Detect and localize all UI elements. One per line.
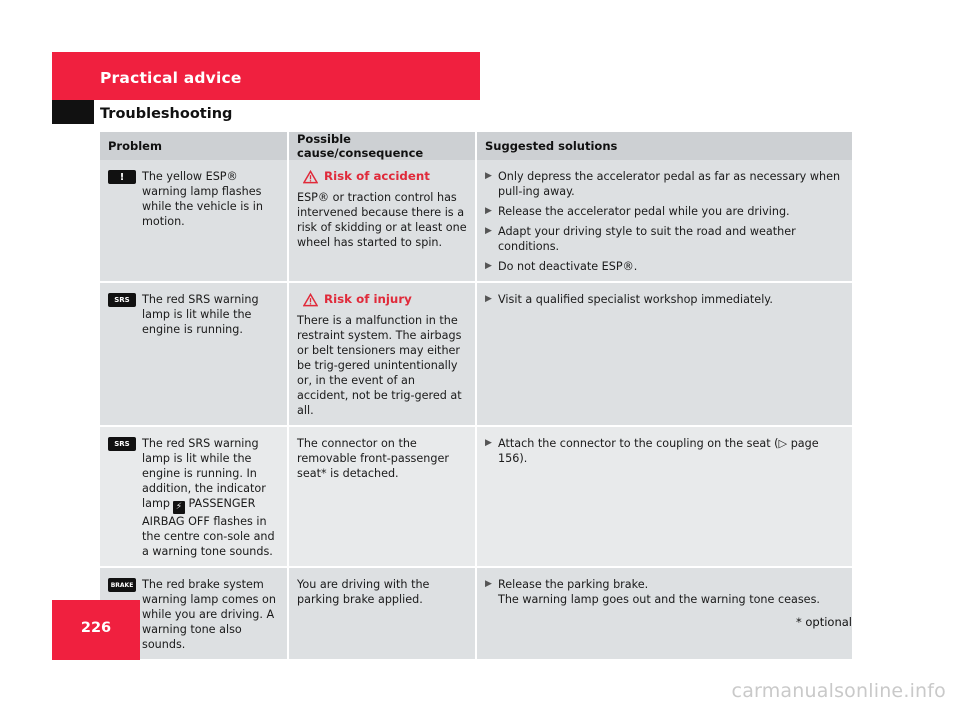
solution-text: Only depress the accelerator pedal as far as necessary when pull-ing away.: [498, 170, 841, 198]
solution-text: [498, 577, 845, 607]
warning-title: Risk of accident: [324, 169, 430, 183]
table-header-row: [100, 132, 852, 160]
column-header-problem: Problem: [100, 132, 288, 160]
table-row: [100, 160, 852, 282]
arrow-right-icon: ▶: [485, 226, 492, 236]
problem-text: The red brake system warning lamp comes on while you are driving. A warning tone also sounds.: [142, 578, 276, 651]
footnote: * optional: [795, 615, 852, 629]
arrow-right-icon: ▶: [485, 294, 492, 304]
problem-cell: [100, 282, 288, 426]
section-marker: [52, 100, 94, 124]
srs-warning-lamp-icon: SRS: [108, 293, 136, 307]
solution-text: Adapt your driving style to suit the road and weather conditions.: [498, 225, 796, 253]
warning-triangle-icon: [303, 170, 318, 184]
warning-heading: [303, 292, 468, 307]
column-header-cause: Possible cause/consequence: [288, 132, 476, 160]
arrow-right-icon: ▶: [485, 261, 492, 271]
problem-cell: [100, 426, 288, 567]
cause-cell: [288, 282, 476, 426]
srs-warning-lamp-icon: SRS: [108, 437, 136, 451]
cause-cell: [288, 567, 476, 660]
brake-warning-lamp-icon: BRAKE: [108, 578, 136, 592]
cause-text: There is a malfunction in the restraint system. The airbags or belt tensioners may either be trig-gered unintentionally or, in the event of an accident, not be trig-gered at all.: [297, 314, 462, 417]
solution-item: [485, 436, 845, 466]
solutions-cell: [476, 567, 852, 660]
problem-text: The yellow ESP® warning lamp flashes while the vehicle is in motion.: [142, 170, 263, 228]
solution-note: The warning lamp goes out and the warning tone ceases.: [498, 593, 820, 606]
problem-text: The red SRS warning lamp is lit while the engine is running.: [142, 293, 259, 336]
solution-item: [485, 259, 845, 274]
solutions-cell: [476, 282, 852, 426]
solutions-cell: [476, 160, 852, 282]
arrow-right-icon: ▶: [485, 579, 492, 589]
arrow-right-icon: ▶: [485, 171, 492, 181]
cause-text: The connector on the removable front-passenger seat* is detached.: [297, 437, 449, 480]
solution-item: [485, 577, 845, 607]
solution-text: Release the accelerator pedal while you are driving.: [498, 205, 790, 218]
table-row: [100, 282, 852, 426]
column-header-solutions: Suggested solutions: [476, 132, 852, 160]
warning-heading: [303, 169, 468, 184]
page-title: Troubleshooting: [100, 106, 233, 122]
page-number: 226: [80, 620, 112, 636]
cause-cell: [288, 160, 476, 282]
table-row: [100, 426, 852, 567]
table-row: [100, 567, 852, 660]
warning-title: Risk of injury: [324, 292, 412, 306]
solution-main-text: Release the parking brake.: [498, 578, 649, 591]
solution-text: Visit a qualified specialist workshop immediately.: [498, 293, 773, 306]
arrow-right-icon: ▶: [485, 206, 492, 216]
problem-text-part: The red SRS warning lamp is lit while the engine is running. In addition, the indicator lamp: [142, 437, 266, 510]
arrow-right-icon: ▶: [485, 438, 492, 448]
solution-item: [485, 292, 845, 307]
solution-item: [485, 204, 845, 219]
cause-text: You are driving with the parking brake applied.: [297, 578, 430, 606]
warning-triangle-icon: [303, 293, 318, 307]
solution-text: Attach the connector to the coupling on the seat (▷ page 156).: [498, 437, 819, 465]
problem-text-part: PASSENGER AIRBAG OFF flashes in the centre con-sole and a warning tone sounds.: [142, 497, 275, 558]
solution-text: Do not deactivate ESP®.: [498, 260, 638, 273]
solutions-cell: [476, 426, 852, 567]
troubleshooting-table: [100, 132, 852, 661]
problem-cell: [100, 160, 288, 282]
passenger-airbag-off-lamp-icon: ⚡: [173, 501, 185, 514]
watermark: carmanualsonline.info: [731, 680, 946, 702]
solution-item: [485, 224, 845, 254]
problem-text: [142, 436, 280, 559]
solution-item: [485, 169, 845, 199]
cause-cell: [288, 426, 476, 567]
esp-warning-lamp-icon: !: [108, 170, 136, 184]
section-title: Practical advice: [100, 69, 242, 87]
cause-text: ESP® or traction control has intervened because there is a risk of skidding or at least one wheel has started to spin.: [297, 191, 467, 249]
